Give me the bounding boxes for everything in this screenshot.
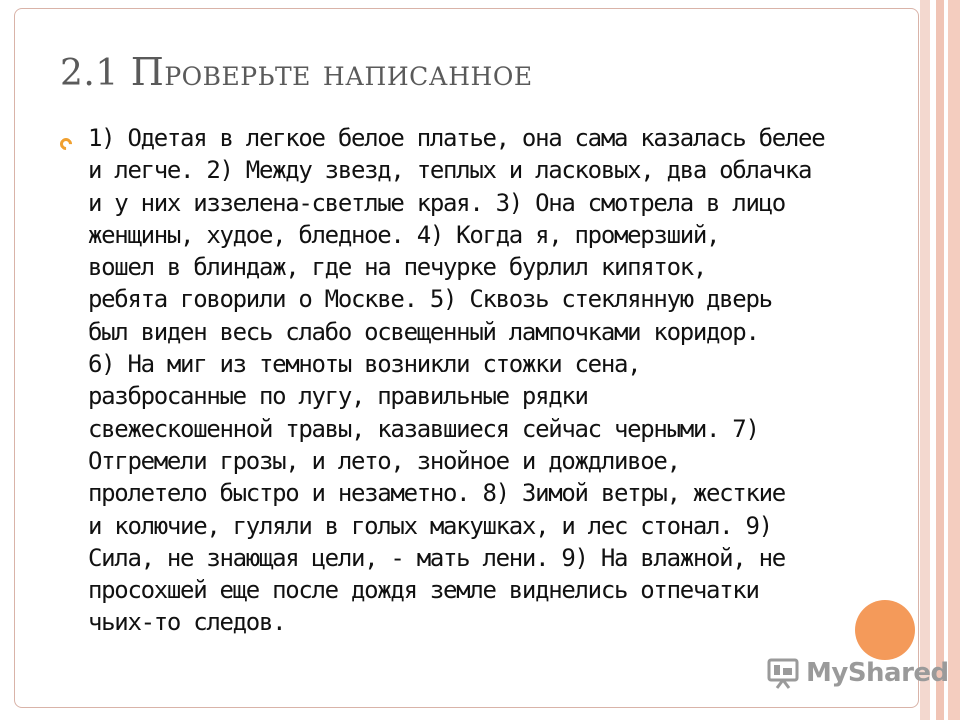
body-line: был виден весь слабо освещенный лампочками коридор.: [88, 317, 759, 346]
body-line: разбросанные по лугу, правильные рядки: [88, 382, 588, 411]
decor-stripe: [920, 0, 930, 720]
body-line: свежескошенной травы, казавшиеся сейчас черными. 7): [88, 414, 759, 443]
title-number: 2.1: [60, 53, 131, 94]
body-line: вошел в блиндаж, где на печурке бурлил кипяток,: [88, 253, 707, 282]
title-first-letter: П: [130, 50, 165, 94]
body-line: 6) На миг из темноты возникли стожки сена,: [88, 350, 641, 379]
body-line: и колючие, гуляли в голых макушках, и лес стонал. 9): [88, 511, 772, 540]
body-line: 1) Одетая в легкое белое платье, она сама казалась белее: [88, 124, 825, 152]
watermark-logo: [766, 656, 949, 690]
slide-body: [88, 122, 918, 639]
body-line: Сила, не знающая цели, - мать лени. 9) На влажной, не: [88, 543, 785, 572]
body-line: и легче. 2) Между звезд, теплых и ласковых, два облачка: [88, 156, 812, 185]
decor-circle: [855, 600, 915, 660]
body-line: и у них иззелена-светлые края. 3) Она смотрела в лицо: [88, 188, 785, 217]
presentation-icon: [766, 656, 800, 690]
body-line: Отгремели грозы, и лето, знойное и дождливое,: [88, 446, 680, 475]
decor-stripe: [948, 0, 960, 720]
slide-title: [60, 50, 880, 94]
body-line: пролетело быстро и незаметно. 8) Зимой ветры, жесткие: [88, 479, 785, 508]
watermark-text: MyShared: [806, 658, 949, 688]
body-line: женщины, худое, бледное. 4) Когда я, промерзший,: [88, 220, 720, 249]
decor-stripe: [936, 0, 944, 720]
title-rest: роверьте написанное: [164, 53, 533, 94]
body-line: ребята говорили о Москве. 5) Сквозь стеклянную дверь: [88, 285, 772, 314]
body-line: чьих-то следов.: [88, 608, 286, 637]
body-line: просохшей еще после дождя земле виднелись отпечатки: [88, 576, 759, 605]
